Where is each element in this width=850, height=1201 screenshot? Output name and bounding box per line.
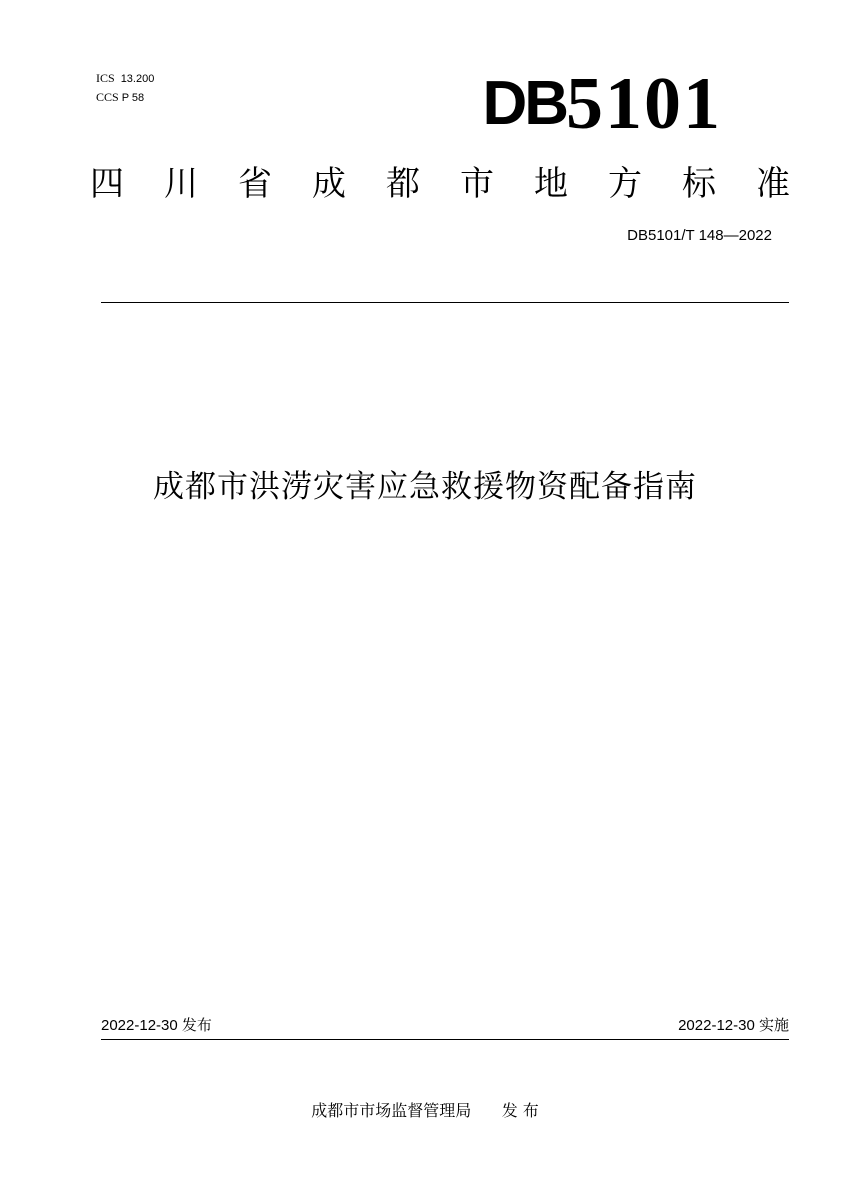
- standard-number: DB5101/T 148—2022: [627, 227, 772, 244]
- db5101-logo: [482, 63, 722, 145]
- issuer-name: 成都市市场监督管理局: [311, 1101, 472, 1120]
- standard-type-char: 成: [312, 164, 346, 204]
- standard-type-char: 四: [90, 164, 124, 204]
- standard-type-char: 省: [238, 164, 272, 204]
- standard-type-char: 标: [682, 164, 716, 204]
- standard-type-char: 市: [460, 164, 494, 204]
- top-divider: [101, 302, 789, 303]
- bottom-divider: [101, 1039, 789, 1040]
- publish-date: 2022-12-30 发布: [101, 1017, 212, 1034]
- ccs-code: P 58: [121, 92, 145, 104]
- ccs-row: [96, 88, 154, 107]
- classification-codes: [96, 69, 154, 107]
- standard-type-char: 准: [756, 164, 790, 204]
- ics-label: ICS: [96, 71, 115, 85]
- logo-letters: DB: [482, 69, 566, 138]
- ics-row: [96, 69, 154, 88]
- issuer-action: 发 布: [501, 1101, 539, 1120]
- ics-code: 13.200: [120, 73, 155, 85]
- standard-type-char: 川: [164, 164, 198, 204]
- document-title: 成都市洪涝灾害应急救援物资配备指南: [153, 469, 697, 505]
- standard-type-char: 方: [608, 164, 642, 204]
- standard-type-char: 都: [386, 164, 420, 204]
- issuer-line: [0, 1100, 850, 1122]
- logo-number: 5101: [566, 63, 722, 145]
- standard-type-heading: [90, 160, 790, 208]
- implement-date: 2022-12-30 实施: [678, 1017, 789, 1034]
- ccs-label: CCS: [96, 90, 119, 104]
- standard-type-char: 地: [534, 164, 568, 204]
